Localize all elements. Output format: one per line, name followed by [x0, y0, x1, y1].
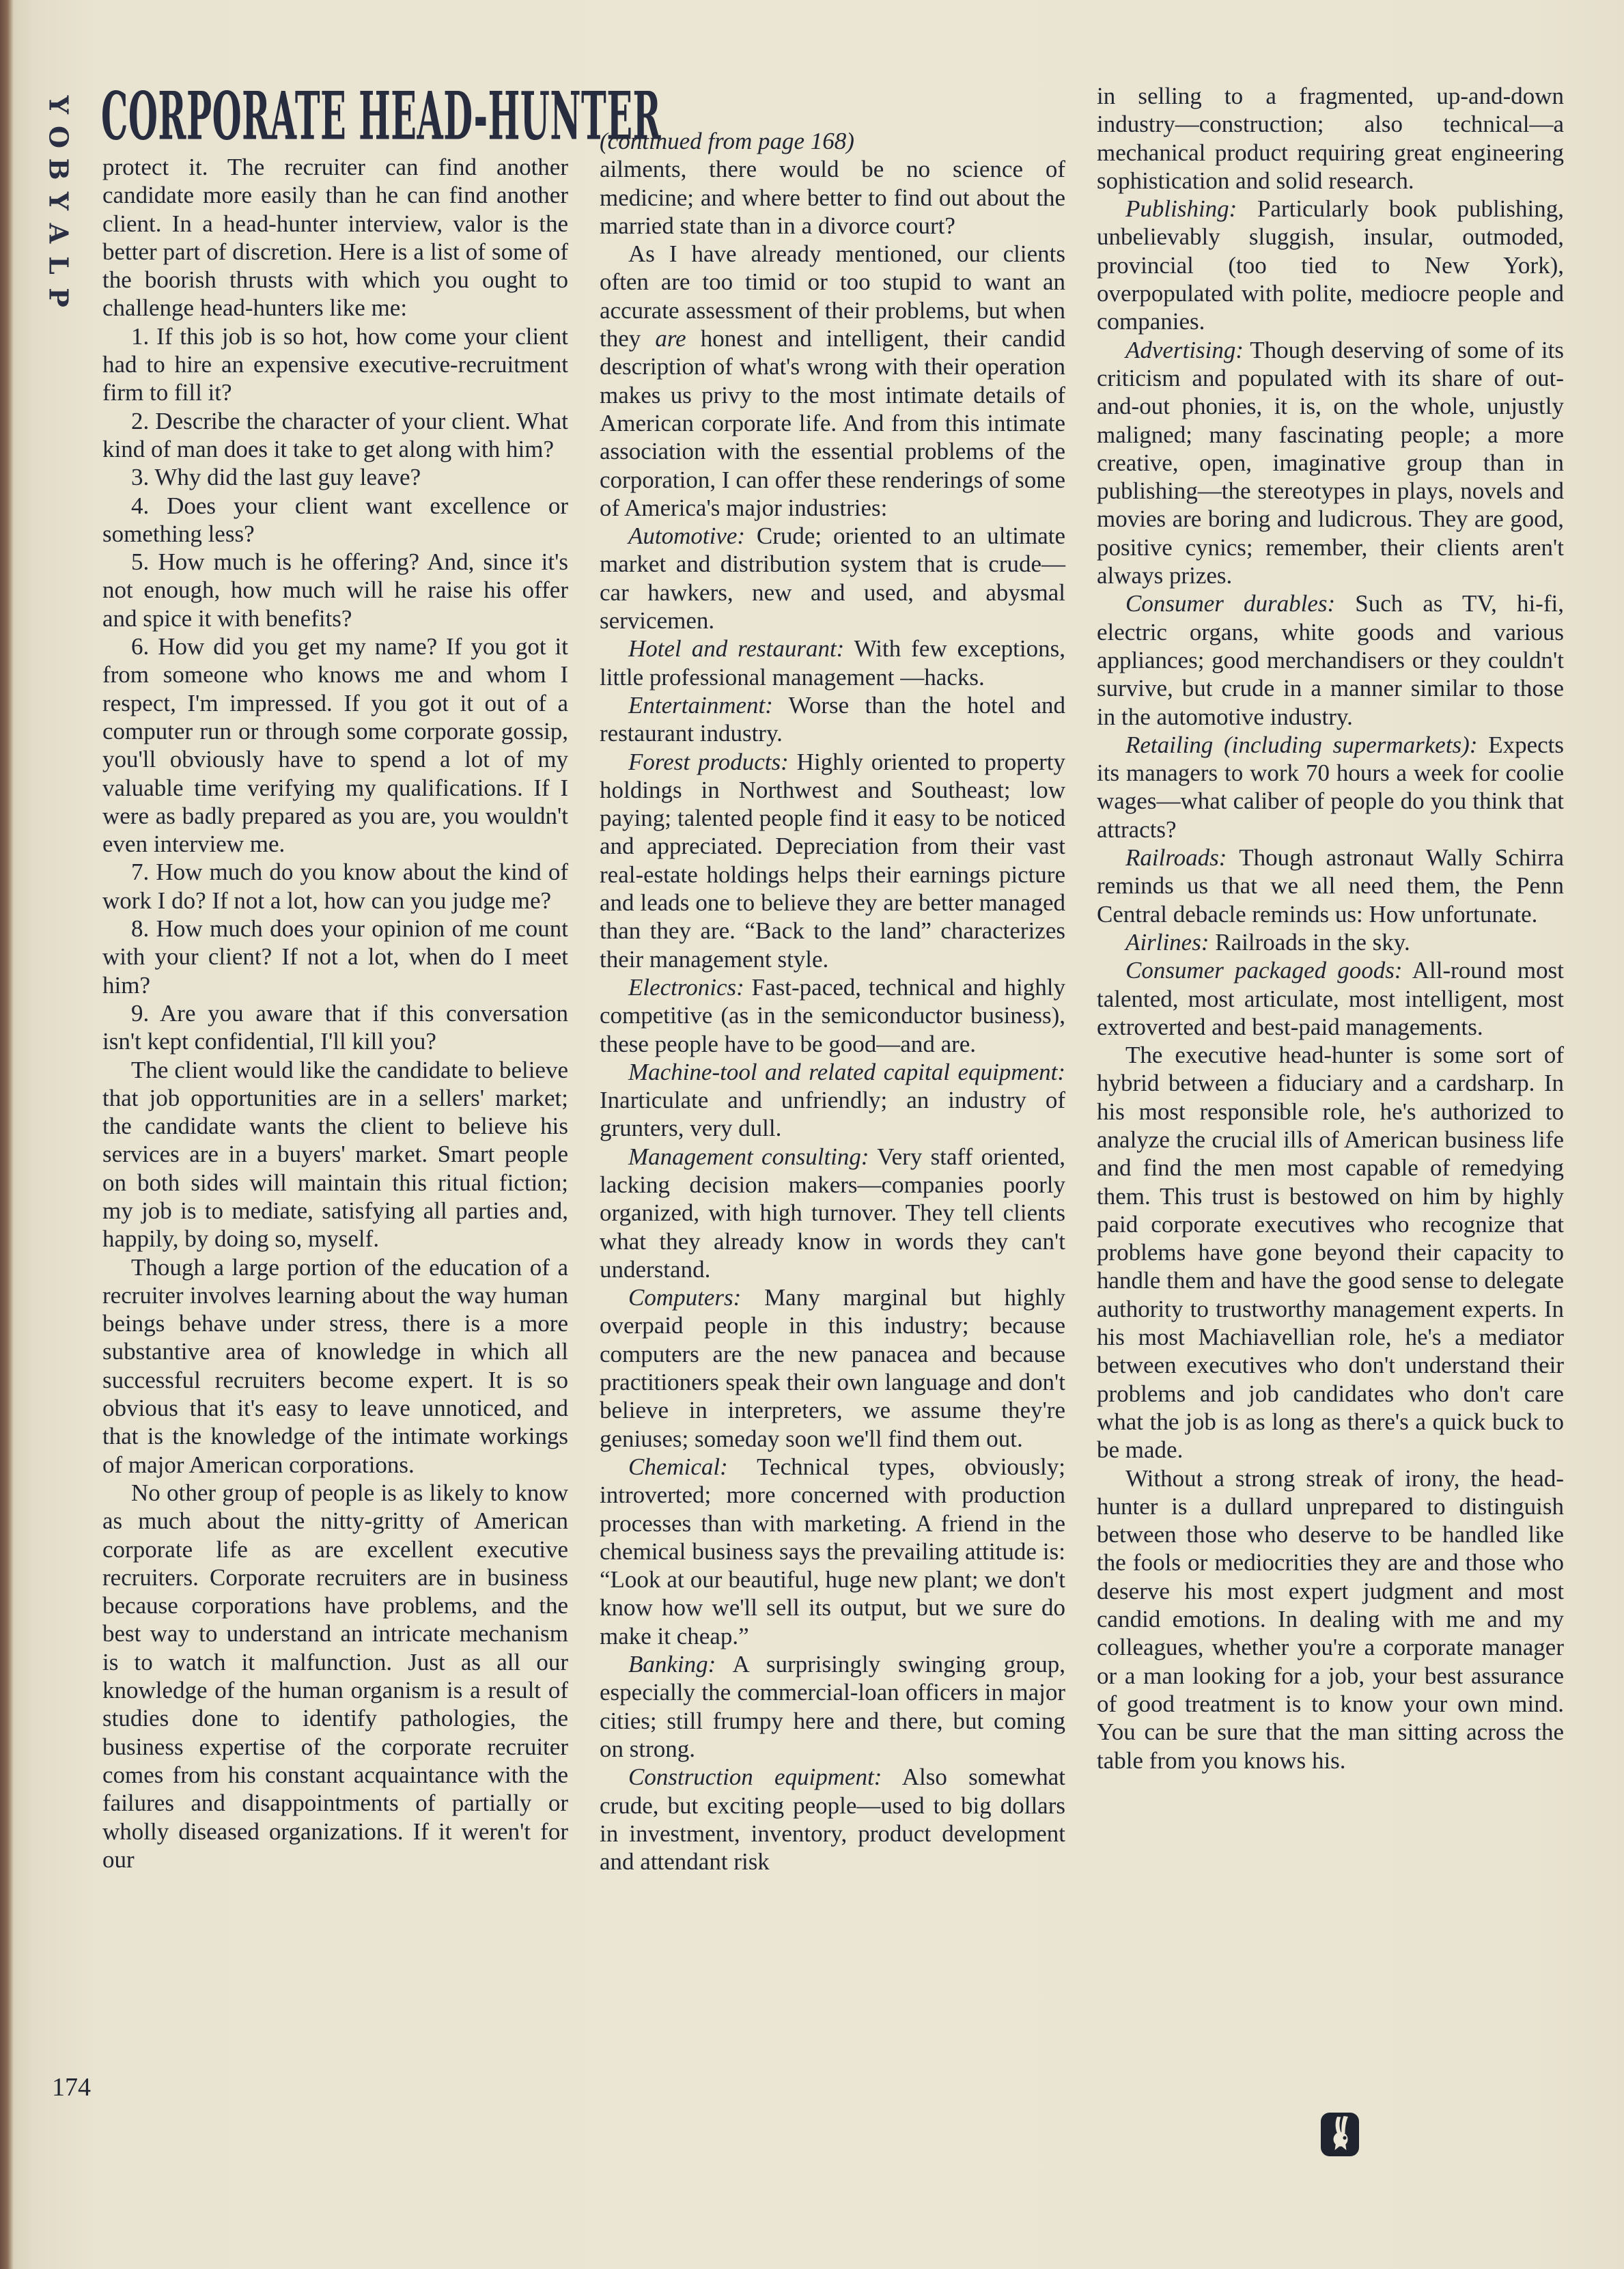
italic-segment: Management consulting: [628, 1143, 869, 1170]
text-segment: honest and intelligent, their candid description of what's wrong with their operation makes us privy to the most intimate details of American corporate life. And from this intimate association with the essential problems of the corporation, I can offer these renderings of some of America's major industries: [600, 325, 1065, 521]
paragraph [600, 1143, 1065, 1283]
text-segment: in selling to a fragmented, up-and-down industry—construction; also technical—a mechanical product requiring great engineering sophistication and solid research. [1097, 83, 1564, 194]
text-segment: Railroads in the sky. [1209, 928, 1410, 956]
text-segment: ailments, there would be no science of medicine; and where better to find out about the married state than in a divorce court? [600, 156, 1065, 239]
text-segment: Technical types, obviously; introverted; more concerned with production processes than with marketing. A friend in the chemical business says the prevailing attitude is: “Look at our beautiful, huge new plant; we don't know how we'll sell its output, but we sure do make it cheap.” [600, 1453, 1065, 1649]
paragraph [102, 153, 568, 322]
italic-segment: Publishing: [1125, 195, 1237, 223]
paragraph [102, 858, 568, 915]
italic-segment: Computers: [628, 1284, 742, 1311]
paragraph [1097, 1464, 1564, 1774]
paragraph [102, 1253, 568, 1479]
paragraph [1097, 82, 1564, 195]
bunny-icon [1320, 2112, 1360, 2157]
text-segment: Though a large portion of the education of a recruiter involves learning about the way human beings behave under stress, there is a more substantive area of knowledge in which all successful recruiters become expert. It is so obvious that it's easy to leave unnoticed, and that is the knowledge of the intimate workings of major American corporations. [102, 1253, 568, 1478]
paragraph [102, 548, 568, 632]
text-segment: Such as TV, hi-fi, electric organs, white goods and various appliances; good merchandisers or they couldn't survive, but crude in a manner similar to those in the automotive industry. [1097, 590, 1564, 730]
paragraph [102, 915, 568, 999]
paragraph [1097, 195, 1564, 335]
text-segment: Crude; oriented to an ultimate market and distribution system that is crude—car hawkers, new and used, and abysmal servicemen. [600, 523, 1065, 635]
magazine-letter: B [43, 158, 74, 180]
italic-segment: Machine-tool and related capital equipment: [628, 1058, 1065, 1085]
text-segment: Without a strong streak of irony, the head-hunter is a dullard unprepared to distinguish between those who deserve to be handled like the fools or mediocrities they are and those who deserve his most expert judgment and most candid emotions. In dealing with me and my colleagues, whether you're a corporate manager or a man looking for a job, your best assurance of good treatment is to know your own mind. You can be sure that the man sitting across the table from you knows his. [1097, 1464, 1564, 1774]
italic-segment: Electronics: [628, 973, 744, 1001]
text-column-3 [1097, 82, 1564, 1774]
text-segment: Worse than the hotel and restaurant industry. [600, 691, 1065, 747]
italic-segment: Hotel and restaurant: [628, 635, 845, 663]
text-segment: 2. Describe the character of your client. What kind of man does it take to get along with him? [102, 407, 568, 462]
text-column-1 [102, 153, 568, 1874]
paragraph [1097, 844, 1564, 928]
paragraph [600, 635, 1065, 691]
paragraph [1097, 589, 1564, 730]
italic-segment: (continued from page 168) [600, 128, 854, 154]
italic-segment: Advertising: [1125, 336, 1244, 363]
italic-segment: Airlines: [1125, 928, 1209, 956]
paragraph [1097, 956, 1564, 1041]
italic-segment: Entertainment: [628, 691, 773, 719]
paragraph [1097, 731, 1564, 844]
italic-segment: Consumer durables: [1125, 590, 1336, 617]
paragraph [600, 1283, 1065, 1453]
text-segment: Inarticulate and unfriendly; an industry of grunters, very dull. [600, 1087, 1065, 1142]
text-segment: 5. How much is he offering? And, since it's not enough, how much will he raise his offer and spice it with benefits? [102, 548, 568, 632]
text-segment: Fast-paced, technical and highly competitive (as in the semiconductor business), these people have to be good—and are. [600, 973, 1065, 1057]
magazine-letter: O [43, 125, 74, 149]
paragraph [102, 322, 568, 407]
text-segment: 7. How much do you know about the kind of work I do? If not a lot, how can you judge me? [102, 859, 568, 914]
paragraph [600, 522, 1065, 635]
paragraph [102, 1479, 568, 1874]
italic-segment: Forest products: [628, 748, 789, 775]
paragraph [600, 240, 1065, 522]
magazine-letter: Y [43, 191, 74, 211]
italic-segment: Automotive: [628, 523, 746, 550]
text-segment: 3. Why did the last guy leave? [131, 464, 421, 491]
paragraph [600, 155, 1065, 240]
text-segment: The executive head-hunter is some sort of hybrid between a fiduciary and a cardsharp. In his most responsible role, he's authorized to analyze the crucial ills of American business life and find the men most capable of remedying them. This trust is bestowed on him by highly paid corporate executives who recognize that problems have gone beyond their capacity to handle them and have the good sense to delegate authority to trustworthy management experts. In his most Machiavellian role, he's a mediator between executives who don't understand their problems and job candidates who don't care what the job is as long as there's a quick buck to be made. [1097, 1042, 1564, 1464]
text-segment: Though astronaut Wally Schirra reminds us that we all need them, the Penn Central debacle reminds us: How unfortunate. [1097, 844, 1564, 928]
paragraph [600, 1058, 1065, 1143]
text-segment: 6. How did you get my name? If you got it from someone who knows me and whom I respect, I'm impressed. If you got it out of a computer run or through some corporate gossip, you'll obviously have to spend a lot of my valuable time verifying my qualifications. If I were as badly prepared as you are, you wouldn't even interview me. [102, 633, 568, 858]
magazine-letter: L [43, 256, 74, 275]
italic-segment: Chemical: [628, 1453, 728, 1480]
text-segment: As I have already mentioned, our clients often are too timid or too stupid to want an accurate assessment of their problems, but when they [600, 240, 1065, 352]
italic-segment: Construction equipment: [628, 1764, 882, 1791]
text-segment: No other group of people is as likely to know as much about the nitty-gritty of American corporate life as are excellent executive recruiters. Corporate recruiters are in business because corporations have problems, and the best way to understand an intricate mechanism is to watch it malfunction. Just as all our knowledge of the human organism is a result of studies done to identify pathologies, the business expertise of the corporate recruiter comes from his constant acquaintance with the failures and disappointments of partially or wholly diseased organizations. If it weren't for our [102, 1479, 568, 1873]
italic-segment: Banking: [628, 1651, 716, 1678]
text-segment: Many marginal but highly overpaid people in this industry; because computers are the new panacea and because practitioners speak their own language and don't believe in interpreters, we assume they're geniuses; someday soon we'll find them out. [600, 1284, 1065, 1452]
playboy-bunny-end-mark [1320, 2112, 1360, 2157]
magazine-letter: Y [43, 95, 74, 115]
magazine-logo-vertical [38, 89, 76, 314]
italic-segment: Railroads: [1125, 844, 1227, 872]
text-segment: All-round most talented, most articulate, most intelligent, most extroverted and best-paid managements. [1097, 957, 1564, 1040]
paragraph [600, 1650, 1065, 1763]
text-segment: Highly oriented to property holdings in Northwest and Southeast; low paying; talented people find it easy to be noticed and appreciated. Depreciation from their vast real-estate holdings helps their earnings picture and leads one to believe they are better managed than they are. “Back to the land” characterizes their management style. [600, 748, 1065, 973]
text-segment: 8. How much does your opinion of me count with your client? If not a lot, when do I meet him? [102, 915, 568, 999]
paragraph [102, 407, 568, 464]
text-segment: 1. If this job is so hot, how come your client had to hire an expensive executive-recruitment firm to fill it? [102, 322, 568, 406]
page-number: 174 [52, 2073, 91, 2102]
paragraph [600, 748, 1065, 973]
italic-segment: are [655, 325, 686, 352]
magazine-letter: A [43, 223, 74, 244]
text-segment: 9. Are you aware that if this conversation isn't kept confidential, I'll kill you? [102, 999, 568, 1055]
text-segment: 4. Does your client want excellence or something less? [102, 492, 568, 547]
text-column-2 [600, 127, 1065, 1876]
paragraph [600, 127, 1065, 155]
paragraph [600, 1763, 1065, 1876]
text-segment: Also somewhat crude, but exciting people—used to big dollars in investment, inventory, product development and attendant risk [600, 1764, 1065, 1876]
text-segment: Expects its managers to work 70 hours a week for coolie wages—what caliber of people do you think that attracts? [1097, 731, 1565, 843]
text-segment: A surprisingly swinging group, especially the commercial-loan officers in major cities; still frumpy here and there, but coming on strong. [600, 1651, 1065, 1762]
text-segment: Very staff oriented, lacking decision makers—companies poorly organized, with high turnover. They tell clients what they already know in words they can't understand. [600, 1143, 1065, 1283]
italic-segment: Retailing (including supermarkets): [1125, 731, 1478, 758]
paragraph [102, 999, 568, 1056]
magazine-letter: P [43, 288, 74, 307]
text-segment: The client would like the candidate to believe that job opportunities are in a sellers' market; the candidate wants the client to believe his services are in a buyers' market. Smart people on both sides will maintain this ritual fiction; my job is to mediate, satisfying all parties and, happily, by doing so, myself. [102, 1056, 568, 1253]
paragraph [102, 463, 568, 491]
paragraph [1097, 336, 1564, 590]
paragraph [600, 973, 1065, 1058]
paragraph [102, 1056, 568, 1253]
paragraph [600, 1453, 1065, 1650]
paragraph [1097, 928, 1564, 956]
text-segment: Though deserving of some of its criticism and populated with its share of out-and-out phonies, it is, on the whole, unjustly maligned; many fascinating people; a more creative, open, imaginative group than in publishing—the stereotypes in plays, novels and movies are boring and ludicrous. They are good, positive cynics; remember, their clients aren't always prizes. [1097, 336, 1564, 589]
article-title: CORPORATE HEAD-HUNTER [101, 77, 662, 156]
paragraph [102, 632, 568, 858]
text-segment: protect it. The recruiter can find another candidate more easily than he can find another client. In a head-hunter interview, valor is the better part of discretion. Here is a list of some of the boorish thrusts with which you ought to challenge head-hunters like me: [102, 154, 568, 322]
paragraph [102, 492, 568, 548]
text-segment: Particularly book publishing, unbelievably sluggish, insular, outmoded, provincial (too tied to New York), overpopulated with polite, mediocre people and companies. [1097, 195, 1564, 335]
italic-segment: Consumer packaged goods: [1125, 957, 1403, 984]
text-segment: With few exceptions, little professional management —hacks. [600, 635, 1065, 691]
paragraph [600, 691, 1065, 748]
page-edge-shadow [0, 0, 14, 2269]
paragraph [1097, 1041, 1564, 1464]
